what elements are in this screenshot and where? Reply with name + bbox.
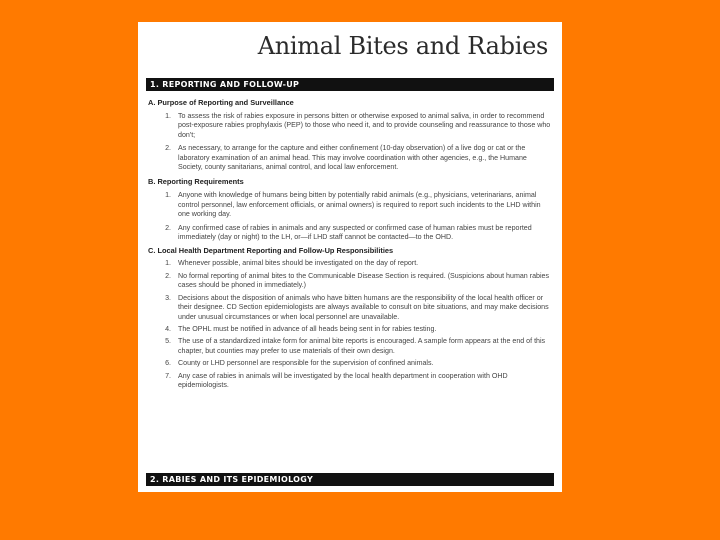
list-item bbox=[148, 325, 552, 334]
subsection-heading-b: B. Reporting Requirements bbox=[148, 177, 244, 187]
item-number: 3. bbox=[165, 293, 171, 302]
item-number: 7. bbox=[165, 371, 171, 380]
item-number: 2. bbox=[165, 271, 171, 280]
list-item bbox=[148, 144, 552, 172]
section-heading-epidemiology: 2. RABIES AND ITS EPIDEMIOLOGY bbox=[146, 473, 554, 486]
list-item bbox=[148, 112, 552, 140]
section-body-reporting bbox=[148, 98, 552, 390]
item-number: 6. bbox=[165, 359, 171, 368]
item-number: 5. bbox=[165, 337, 171, 346]
item-text: County or LHD personnel are responsible for the supervision of confined animals. bbox=[178, 359, 434, 368]
item-text: To assess the risk of rabies exposure in persons bitten or otherwise exposed to animal saliva, in order to recommend post-exposure rabies prophylaxis (PEP) to those who need it, and to provide counseling and reassurance to those who don't; bbox=[178, 112, 551, 139]
item-text: Anyone with knowledge of humans being bitten by potentially rabid animals (e.g., physicians, veterinarians, animal control personnel, law enforcement officials, or animal owners) is required to report such incidents to the LHD within one working day. bbox=[178, 191, 541, 219]
item-text: Decisions about the disposition of animals who have bitten humans are the responsibility of the local health officer or their designee. CD Section epidemiologists are always available to consult on bite situations, and may make decisions under unusual circumstances or when local personnel are unavailable. bbox=[178, 293, 549, 321]
item-number: 1. bbox=[165, 112, 171, 120]
subsection-heading-a: A. Purpose of Reporting and Surveillance bbox=[148, 98, 294, 107]
item-text: The use of a standardized intake form for animal bite reports is encouraged. A sample form appears at the end of this chapter, but counties may prefer to use materials of their own design. bbox=[178, 337, 546, 355]
section-heading-reporting: 1. REPORTING AND FOLLOW-UP bbox=[146, 78, 554, 91]
list-item bbox=[148, 224, 552, 243]
item-number: 1. bbox=[165, 259, 171, 268]
subsection-heading-c: C. Local Health Department Reporting and Follow-Up Responsibilities bbox=[148, 246, 394, 256]
list-item bbox=[148, 259, 552, 268]
item-text: As necessary, to arrange for the capture and either confinement (10-day observation) of a live dog or cat or the laboratory examination of an animal head. This may involve coordination with other agencies, e.g., the Humane Society, county sanitarians, animal control, and local law enforcement. bbox=[178, 144, 527, 172]
item-text: Any case of rabies in animals will be investigated by the local health department in cooperation with OHD epidemiologists. bbox=[178, 371, 508, 389]
list-item bbox=[148, 191, 552, 219]
item-number: 2. bbox=[165, 144, 171, 153]
list-item bbox=[148, 272, 552, 291]
list-item bbox=[148, 372, 552, 391]
item-number: 1. bbox=[165, 191, 171, 200]
list-item bbox=[148, 359, 552, 368]
list-item bbox=[148, 294, 552, 322]
item-number: 2. bbox=[165, 223, 171, 232]
page-title: Animal Bites and Rabies bbox=[257, 32, 548, 60]
item-text: No formal reporting of animal bites to the Communicable Disease Section is required. (Suspicions about human rabies cases should be phoned in immediately.) bbox=[178, 271, 550, 290]
list-item bbox=[148, 337, 552, 356]
item-text: Any confirmed case of rabies in animals and any suspected or confirmed case of human rabies must be reported immediately (day or night) to the LH, or—if LHD staff cannot be contacted—to the OHD. bbox=[178, 223, 532, 242]
document-page bbox=[138, 22, 562, 492]
item-text: The OPHL must be notified in advance of all heads being sent in for rabies testing. bbox=[178, 324, 437, 333]
item-text: Whenever possible, animal bites should be investigated on the day of report. bbox=[178, 259, 419, 268]
item-number: 4. bbox=[165, 324, 171, 333]
